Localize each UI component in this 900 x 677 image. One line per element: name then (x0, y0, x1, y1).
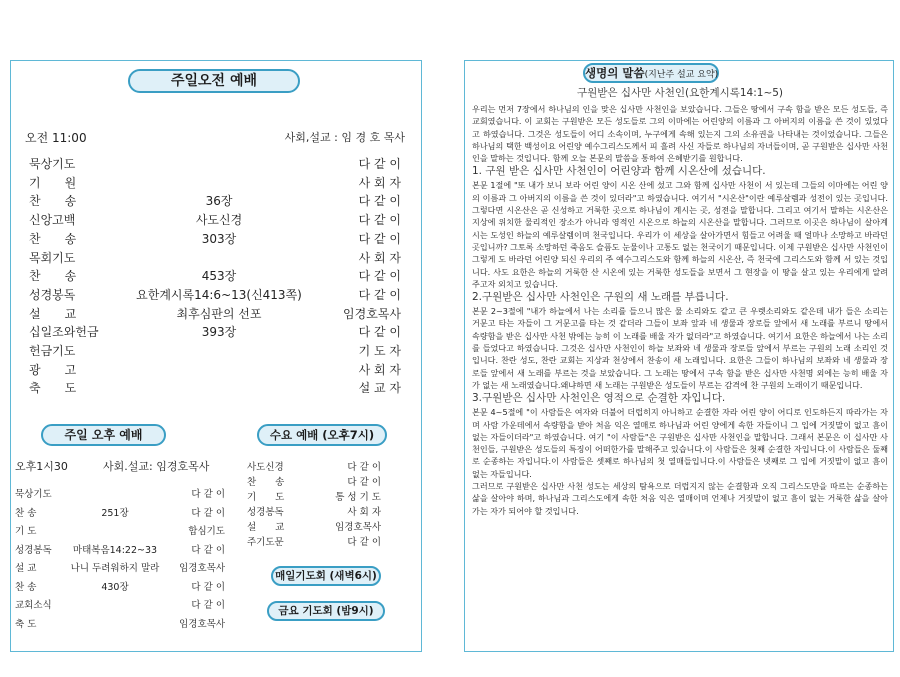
morning-item-name: 십일조와헌금 (29, 325, 99, 340)
afternoon-item-leader: 다 같 이 (191, 600, 225, 611)
morning-item-name: 광 고 (29, 362, 77, 377)
sermon-section-heading: 2.구원받은 십사만 사천인은 구원의 새 노래를 부릅니다. (472, 291, 729, 304)
morning-item-name: 찬 송 (29, 194, 77, 209)
friday-prayer-title: 금요 기도회 (밤9시) (267, 601, 385, 621)
afternoon-item-name: 찬 송 (15, 581, 37, 593)
afternoon-item-detail: 마태복음14:22~33 (72, 544, 158, 556)
afternoon-item-leader: 다 같 이 (191, 544, 225, 556)
afternoon-item-leader: 다 같 이 (191, 507, 225, 519)
morning-item-leader: 다 같 이 (358, 269, 401, 284)
morning-item-detail: 요한계시록14:6~13(신413쪽) (136, 287, 302, 302)
morning-item-leader: 다 같 이 (358, 231, 401, 246)
morning-item-name: 묵상기도 (29, 157, 76, 171)
wednesday-service-title: 수요 예배 (오후7시) (257, 424, 387, 446)
morning-item-name: 신앙고백 (29, 213, 76, 228)
afternoon-item-name: 성경봉독 (15, 544, 52, 556)
afternoon-item-detail: 나니 두려워하지 말라 (70, 563, 160, 574)
afternoon-item-detail: 430장 (101, 581, 129, 593)
sermon-title: 구원받은 십사만 사천인(요한계시록14:1~5) (576, 87, 784, 99)
sermon-section-body: 본문 2~3절에 "내가 하늘에서 나는 소리를 들으니 많은 물 소리와도 같고 큰 우렛소리와도 같은데 내가 들은 소리는 거문고 타는 자들이 그 거문고를 타는 것 같더라 그들이 보좌 앞과 네 생물과 장로들 앞에서 새 노래를 부르니 땅에서 속량함을 받은 십사만 사천 밖에는 능히 이 노래를 배울 자가 없더라"고 하였습니다. 여기서 요한은 하늘에서 나는 소리를 들었다고 하였습니다. 그것은 십사만 사천인이 하늘 보좌와 네 생물과 장로들 앞에서 부르는 구원의 노래 소리인 것입니다. 찬란 성도, 찬란 교회는 지상과 천상에서 찬송이 새 노래입니다. 요한은 그들이 하나님의 보좌와 네 생물과 장로들 앞에서 새 노래를 부르는 것을 보았습니다. 그 노래는 땅에서 구속 함을 받은 십사만 사천명 외에는 능히 배울 자가 없는 새 노래였습니다.왜냐하면 새 노래는 구원받은 성도들이 부르는 감격에 찬 구원의 노래이기 때문입니다. (472, 306, 888, 390)
sermon-header-sub: (지난주 설교 요약) (644, 70, 719, 80)
afternoon-preacher: 사회.설교: 임경호목사 (103, 460, 210, 473)
morning-item-detail: 453장 (201, 269, 237, 284)
morning-item-name: 성경봉독 (29, 287, 76, 302)
morning-time: 오전 11:00 (25, 131, 87, 145)
morning-item-leader: 다 같 이 (358, 325, 401, 340)
wednesday-item-name: 사도신경 (247, 462, 284, 473)
wednesday-item-name: 성경봉독 (247, 507, 284, 518)
sermon-section-body: 본문 4~5절에 "이 사람들은 여자와 더불어 더럽히지 아니하고 순결한 자라 어린 양이 어디로 인도하든지 따라가는 자며 사람 가운데에서 속량함을 받아 처음 익은 열매로 하나님과 어린 양에게 속한 자들이니 그 입에 거짓말이 없고 흠이 없는 자들이더라"고 하였습니다. 여기 "이 사람들"은 구원받은 십사만 사천인을 말합니다. 그래서 본문은 이 십사만 사천인들, 구원받은 성도들의 특징이 어떠한가를 말해주고 있습니다.이 사람들은 첫째 순결한 자입니다.이 사람들은 둘째로 순종하는 자입니다.이 사람들은 셋째로 하나님의 첫 열매들입니다.이 사람들은 넷째로 그 입에 거짓말이 없고 흠이 없는 자들입니다. 그러므로 구원받은 십사만 사천 성도는 세상의 탐욕으로 더럽지지 않는 순결함과 오직 그리스도만을 따르는 순종하는 삶을 살아야 하며, 하나님과 그리스도에게 속한 처음 익은 열매이며 언제나 거짓말이 없고 흠이 없는 거룩한 삶을 살아가는 자가 되어야 할 것입니다. (472, 407, 888, 516)
afternoon-item-leader: 다 같 이 (191, 581, 225, 593)
sermon-sections (472, 164, 888, 516)
sermon-header-title: 생명의 말씀 (585, 66, 645, 80)
morning-item-detail: 사도신경 (195, 213, 243, 228)
wednesday-item-leader: 임경호목사 (335, 522, 381, 533)
morning-item-leader: 사 회 자 (358, 362, 401, 377)
left-panel (10, 60, 422, 652)
morning-item-leader: 다 같 이 (358, 287, 401, 302)
afternoon-item-leader: 다 같 이 (191, 489, 225, 500)
afternoon-item-detail: 251장 (101, 507, 129, 519)
morning-item-name: 목회기도 (29, 250, 76, 265)
wednesday-item-leader: 다 같 이 (347, 477, 381, 488)
morning-item-leader: 다 같 이 (358, 213, 401, 228)
sermon-section-heading: 1. 구원 받은 십사만 사천인이 어린양과 함께 시온산에 섰습니다. (472, 165, 766, 178)
morning-preacher: 사회,설교 : 임 경 호 목사 (284, 131, 405, 144)
wednesday-item-leader: 다 같 이 (347, 462, 381, 473)
wednesday-item-name: 주기도문 (247, 537, 284, 548)
afternoon-item-leader: 임경호목사 (179, 618, 225, 630)
morning-item-leader: 기 도 자 (358, 344, 401, 358)
morning-item-detail: 303장 (201, 231, 237, 246)
morning-item-name: 축 도 (29, 381, 77, 396)
afternoon-service-title: 주일 오후 예배 (41, 424, 166, 446)
wednesday-item-leader: 통 성 기 도 (335, 492, 381, 503)
morning-item-leader: 사 회 자 (358, 250, 401, 265)
morning-item-detail: 36장 (205, 194, 233, 209)
sermon-intro: 우리는 먼저 7장에서 하나님의 인을 맞은 십사만 사천인을 보았습니다. 그들은 땅에서 구속 함을 받은 모든 성도들, 즉 교회였습니다. 이 교회는 구원받은 모든 성도들로 그의 이마에는 어린양의 이름과 그 아버지의 이름을 쓴 것이 있었다고 하였습니다. 그것은 성도들이 어디 소속이며, 누구에게 속해 있는지 그의 소유권을 나타내는 것이었습니다. 그들은 하나님의 택한 백성이요 어린양 예수그리스도께서 피 흘려 사신 자들로 하나님의 자녀들이며, 곧 구원받은 십사만 사천인을 말하는 것입니다. 함께 오늘 본문의 말씀을 통하여 은혜받기를 원합니다. (472, 104, 888, 164)
morning-item-name: 기 원 (29, 175, 77, 190)
sermon-section-body: 본문 1절에 "또 내가 보니 보라 어린 양이 시온 산에 섰고 그와 함께 십사만 사천이 서 있는데 그들의 이마에는 어린 양의 이름과 그 아버지의 이름을 쓴 것이 있더라"고 하였습니다. 여기서 "시온산"이란 예루살렘과 성전이 있는 곳입니다. 그렇다면 시온산은 곧 신성하고 거룩한 곳으로 하나님이 계시는 곳, 성전을 말합니다. 그리고 여기서 말하는 시온산은 지상에 위치한 물리적인 장소가 아니라 영적인 시온으로 하늘의 시온산을 말합니다. 그러므로 이곳은 하나님이 살아계시는 도성인 하늘의 예루살렘이며 천국입니다. 우리가 이 세상을 살아가면서 힘들고 어려울 때 얼마나 소망하고 바라던 곳입니까? 그토록 소망하던 죽음도 슬픔도 눈물이나 고통도 없는 천국이기 때문입니다. 이제 구원받은 십사만 사천인이 그렇게 도 바라던 어린양 되신 우리의 주 예수그리스도와 함께 하늘의 시온산, 즉 천국에 그리스도와 함께 서 있는 것입니다. 사도 요한은 하늘의 거룩한 산 시온에 있는 거룩한 성도들을 보면서 그 현장을 이 땅을 살고 있는 우리에게 알려주고자 외치고 있습니다. (472, 180, 888, 289)
sermon-body (472, 103, 888, 517)
afternoon-item-leader: 합심기도 (188, 526, 225, 537)
morning-item-name: 설 교 (29, 306, 77, 321)
afternoon-item-name: 묵상기도 (15, 489, 52, 500)
sermon-header (583, 63, 719, 83)
morning-item-leader: 설 교 자 (358, 381, 401, 396)
morning-item-leader: 다 같 이 (358, 157, 401, 171)
right-panel (464, 60, 894, 652)
wednesday-item-name: 설 교 (247, 522, 285, 533)
afternoon-item-name: 기 도 (15, 526, 37, 537)
wednesday-item-name: 기 도 (247, 492, 285, 503)
morning-service-title: 주일오전 예배 (128, 69, 300, 93)
morning-item-leader: 임경호목사 (343, 306, 401, 321)
morning-item-detail: 최후심판의 선포 (176, 306, 262, 321)
afternoon-item-name: 교회소식 (15, 600, 52, 611)
morning-item-leader: 사 회 자 (358, 175, 401, 190)
morning-item-name: 찬 송 (29, 269, 77, 284)
morning-item-detail: 393장 (201, 325, 237, 340)
wednesday-item-leader: 사 회 자 (347, 507, 381, 518)
dawn-prayer-title: 매일기도회 (새벽6시) (271, 566, 381, 586)
afternoon-item-name: 축 도 (15, 618, 37, 630)
afternoon-item-name: 찬 송 (15, 507, 37, 519)
afternoon-item-leader: 임경호목사 (179, 563, 225, 574)
wednesday-item-name: 찬 송 (247, 477, 285, 488)
morning-item-name: 헌금기도 (29, 344, 76, 358)
sermon-section-heading: 3.구원받은 십사만 사천인은 영적으로 순결한 자입니다. (472, 392, 726, 405)
morning-item-name: 찬 송 (29, 231, 77, 246)
wednesday-item-leader: 다 같 이 (347, 537, 381, 548)
afternoon-time: 오후1시30 (15, 460, 68, 473)
morning-item-leader: 다 같 이 (358, 194, 401, 209)
afternoon-item-name: 설 교 (15, 563, 37, 574)
